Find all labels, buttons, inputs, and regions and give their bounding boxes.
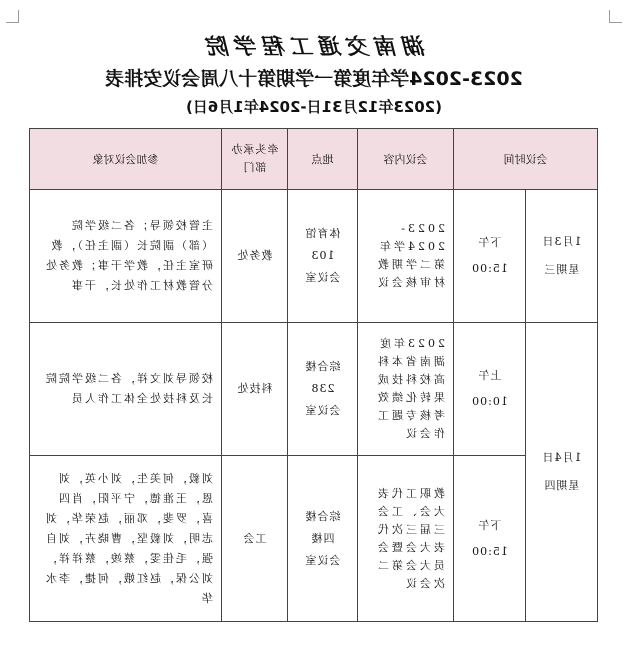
time-text: 15:00 — [471, 262, 508, 275]
period-text: 上午 — [477, 369, 502, 382]
location-line: 238 — [310, 382, 335, 395]
time-cell — [454, 456, 526, 622]
attendees-text: 主管校领导；各二级学院（部）副院长（副主任），教研室主任，教学干事；教务处分管教材工作处长，干事 — [44, 219, 213, 292]
header-meeting-time: 会议时间 — [454, 129, 598, 190]
header-location: 地点 — [288, 129, 358, 190]
table-row — [30, 323, 598, 456]
header-meeting-content: 会议内容 — [358, 129, 454, 190]
attendees-text: 刘毅，何美生，刘小英，刘恩，王淮德，宁平阳，肖四喜，罗斐，邓丽，赵荣华，刘志明，刘毅坚，曹晓卉，刘自强，毛佳雯，蔡竣，蔡祥祥，刘公保，赵红娥，何捷，李水华 — [44, 471, 213, 605]
content-cell — [358, 456, 454, 622]
department-cell — [222, 190, 288, 323]
content-cell — [358, 190, 454, 323]
location-cell — [288, 190, 358, 323]
time-cell — [454, 323, 526, 456]
location-line: 会议室 — [304, 271, 341, 284]
location-line: 综合楼 — [304, 509, 341, 523]
location-line: 四楼 — [310, 531, 335, 545]
attendees-text: 校领导刘文祥，各二级学院院长及科技处全体工作人员 — [44, 372, 213, 405]
table-row — [30, 190, 598, 323]
header-attendees: 参加会议对象 — [30, 129, 222, 190]
location-cell — [288, 323, 358, 456]
location-line: 综合楼 — [304, 360, 341, 373]
meeting-content-text: 2023-2024学年第二学期教材审核会议 — [375, 222, 445, 289]
time-cell — [454, 190, 526, 323]
date-text: 1月4日 — [541, 451, 582, 464]
department-text: 工会 — [242, 531, 267, 545]
date-range-subtitle: (2023年12月31日-2024年1月6日) — [185, 98, 443, 116]
weekday-text: 星期三 — [543, 263, 580, 276]
location-line: 会议室 — [304, 404, 341, 417]
attendees-cell — [30, 323, 222, 456]
department-cell — [222, 456, 288, 622]
date-cell — [526, 190, 598, 323]
content-cell — [358, 323, 454, 456]
school-logo-text: 湖南交通工程学院 — [202, 34, 427, 60]
department-text: 科技处 — [236, 382, 273, 395]
period-text: 下午 — [477, 518, 502, 532]
location-line: 103 — [310, 249, 335, 262]
attendees-cell — [30, 190, 222, 323]
location-cell — [288, 456, 358, 622]
date-cell — [526, 323, 598, 622]
period-text: 下午 — [477, 236, 502, 249]
header-lead-department: 牵头承办部门 — [222, 129, 288, 190]
attendees-cell — [30, 456, 222, 622]
location-line: 体育馆 — [304, 227, 341, 240]
department-cell — [222, 323, 288, 456]
time-text: 10:00 — [471, 395, 508, 408]
table-row — [30, 456, 598, 622]
meeting-schedule-table — [29, 128, 598, 622]
time-text: 15:00 — [471, 544, 508, 558]
table-header-row — [30, 129, 598, 190]
date-text: 1月3日 — [541, 235, 582, 248]
department-text: 教务处 — [236, 249, 273, 262]
location-line: 会议室 — [304, 553, 341, 567]
weekday-text: 星期四 — [543, 479, 580, 492]
page-title: 2023-2024学年度第一学期第十八周会议安排表 — [105, 68, 523, 90]
meeting-content-text: 教职工代表大会、工会三届三次代表大会暨会员大会第二次会议 — [375, 486, 445, 590]
meeting-content-text: 2023年度湖南省本科高校科技成果转化绩效考核专题工作会议 — [375, 337, 445, 440]
